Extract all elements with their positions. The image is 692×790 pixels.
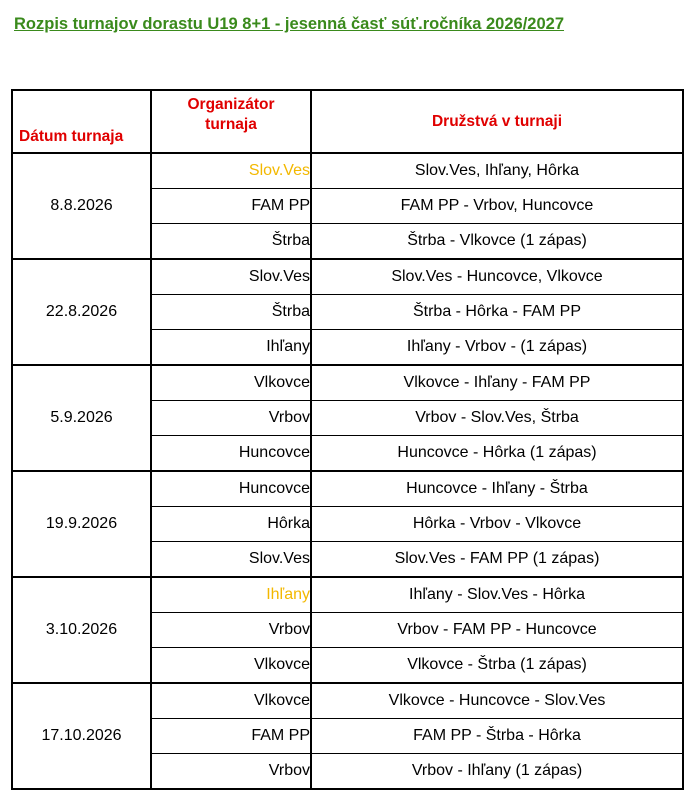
tournament-schedule-table [11,89,684,790]
table-row [12,683,683,719]
organizer-cell: Ihľany [151,330,311,366]
header-organizer-line1: Organizátor [187,96,275,113]
teams-cell: Vrbov - FAM PP - Huncovce [311,613,683,648]
organizer-cell: Hôrka [151,507,311,542]
teams-cell: Vrbov - Slov.Ves, Štrba [311,401,683,436]
teams-cell: Ihľany - Vrbov - (1 zápas) [311,330,683,366]
teams-cell: Huncovce - Ihľany - Štrba [311,471,683,507]
tournament-date: 5.9.2026 [12,365,151,471]
organizer-cell: Vlkovce [151,648,311,684]
tournament-date: 19.9.2026 [12,471,151,577]
header-row [12,90,683,153]
header-organizer [151,90,311,153]
tournament-date: 17.10.2026 [12,683,151,789]
header-date: Dátum turnaja [12,90,151,153]
teams-cell: Vlkovce - Huncovce - Slov.Ves [311,683,683,719]
organizer-cell: Vlkovce [151,683,311,719]
organizer-cell: Štrba [151,224,311,260]
header-teams: Družstvá v turnaji [311,90,683,153]
organizer-cell: FAM PP [151,719,311,754]
organizer-cell: Vrbov [151,613,311,648]
organizer-cell: Slov.Ves [151,259,311,295]
organizer-cell: Štrba [151,295,311,330]
organizer-cell: Vrbov [151,754,311,790]
teams-cell: Štrba - Hôrka - FAM PP [311,295,683,330]
organizer-cell: Vrbov [151,401,311,436]
teams-cell: Ihľany - Slov.Ves - Hôrka [311,577,683,613]
tournament-date: 8.8.2026 [12,153,151,259]
teams-cell: FAM PP - Vrbov, Huncovce [311,189,683,224]
teams-cell: Vrbov - Ihľany (1 zápas) [311,754,683,790]
table-row [12,471,683,507]
organizer-cell: Huncovce [151,471,311,507]
teams-cell: Huncovce - Hôrka (1 zápas) [311,436,683,472]
header-organizer-line2: turnaja [205,116,257,133]
teams-cell: Vlkovce - Ihľany - FAM PP [311,365,683,401]
tournament-date: 3.10.2026 [12,577,151,683]
teams-cell: FAM PP - Štrba - Hôrka [311,719,683,754]
teams-cell: Slov.Ves, Ihľany, Hôrka [311,153,683,189]
tournament-date: 22.8.2026 [12,259,151,365]
table-row [12,259,683,295]
teams-cell: Slov.Ves - Huncovce, Vlkovce [311,259,683,295]
organizer-cell: Slov.Ves [151,153,311,189]
teams-cell: Štrba - Vlkovce (1 zápas) [311,224,683,260]
page-title: Rozpis turnajov dorastu U19 8+1 - jesenná časť súť.ročníka 2026/2027 [14,15,565,33]
organizer-cell: Slov.Ves [151,542,311,578]
organizer-cell: Huncovce [151,436,311,472]
teams-cell: Vlkovce - Štrba (1 zápas) [311,648,683,684]
teams-cell: Slov.Ves - FAM PP (1 zápas) [311,542,683,578]
table-row [12,577,683,613]
organizer-cell: Vlkovce [151,365,311,401]
organizer-cell: FAM PP [151,189,311,224]
organizer-cell: Ihľany [151,577,311,613]
table-row [12,365,683,401]
table-row [12,153,683,189]
teams-cell: Hôrka - Vrbov - Vlkovce [311,507,683,542]
